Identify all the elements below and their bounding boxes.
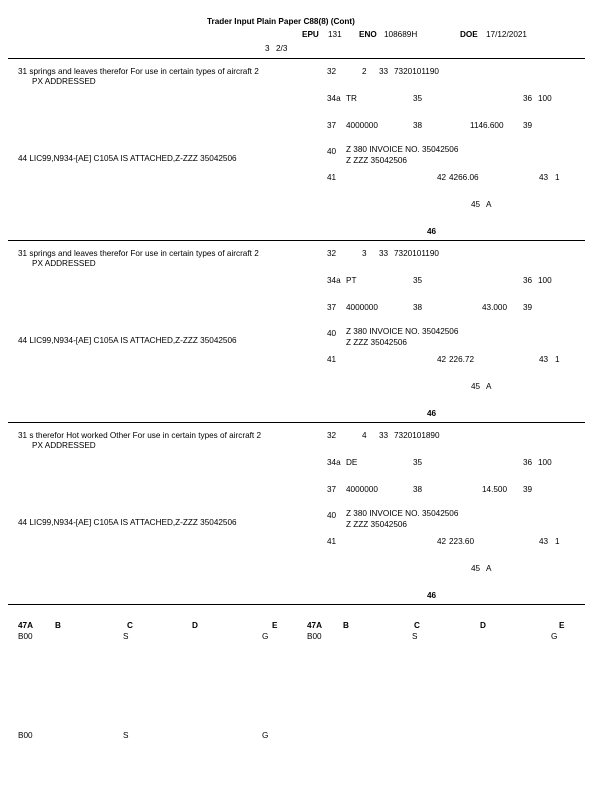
box35-label: 35 <box>413 94 423 103</box>
box41-label: 41 <box>327 355 337 364</box>
net-mass: 14.500 <box>482 485 508 494</box>
box42-label: 42 <box>437 355 447 364</box>
item-number: 2 <box>362 67 367 76</box>
origin-country: TR <box>346 94 357 103</box>
box31-description: 31 s therefor Hot worked Other For use in certain types of aircraft 2 <box>18 431 262 440</box>
previous-document: Z 380 INVOICE NO. 35042506 <box>346 327 459 336</box>
divider <box>8 58 585 59</box>
tax-type: B00 <box>18 731 33 740</box>
box47-header-a: 47A <box>18 621 34 630</box>
box32-label: 32 <box>327 431 337 440</box>
box31-description: 31 springs and leaves therefor For use in certain types of aircraft 2 <box>18 67 259 76</box>
doe-label: DOE <box>460 30 478 39</box>
item-number: 4 <box>362 431 367 440</box>
box43-value: 1 <box>555 537 560 546</box>
divider <box>8 604 585 605</box>
box32-label: 32 <box>327 67 337 76</box>
box35-label: 35 <box>413 458 423 467</box>
box43-value: 1 <box>555 173 560 182</box>
box46-label: 46 <box>427 409 437 418</box>
item-number: 3 <box>362 249 367 258</box>
box37-label: 37 <box>327 485 337 494</box>
cpc-value: 4000000 <box>346 121 378 130</box>
cpc-value: 4000000 <box>346 485 378 494</box>
eno-label: ENO <box>359 30 377 39</box>
box47-header-e: E <box>272 621 278 630</box>
tax-code: S <box>123 632 129 641</box>
net-mass: 1146.600 <box>470 121 504 130</box>
box36-label: 36 <box>523 276 533 285</box>
box43-label: 43 <box>539 355 549 364</box>
box31-description: 31 springs and leaves therefor For use in certain types of aircraft 2 <box>18 249 259 258</box>
box31-marks: PX ADDRESSED <box>32 441 96 450</box>
cpc-value: 4000000 <box>346 303 378 312</box>
method-of-payment: G <box>262 632 269 641</box>
tax-type: B00 <box>307 632 322 641</box>
box33-label: 33 <box>379 67 389 76</box>
box33-label: 33 <box>379 431 389 440</box>
box39-label: 39 <box>523 485 533 494</box>
box46-label: 46 <box>427 591 437 600</box>
box41-label: 41 <box>327 537 337 546</box>
item-price: 223.60 <box>449 537 475 546</box>
box32-label: 32 <box>327 249 337 258</box>
box40-label: 40 <box>327 511 337 520</box>
box37-label: 37 <box>327 303 337 312</box>
box47-header-c: C <box>414 621 420 630</box>
box35-label: 35 <box>413 276 423 285</box>
commodity-code: 7320101190 <box>394 67 439 76</box>
box40-label: 40 <box>327 147 337 156</box>
box40-label: 40 <box>327 329 337 338</box>
doe-value: 17/12/2021 <box>486 30 527 39</box>
box43-value: 1 <box>555 355 560 364</box>
box33-label: 33 <box>379 249 389 258</box>
box45-value: A <box>486 200 492 209</box>
box47-header-d: D <box>480 621 486 630</box>
tax-code: S <box>123 731 129 740</box>
divider <box>8 240 585 241</box>
box36-label: 36 <box>523 458 533 467</box>
item-price: 4266.06 <box>449 173 479 182</box>
epu-label: EPU <box>302 30 319 39</box>
box43-label: 43 <box>539 537 549 546</box>
origin-country: PT <box>346 276 357 285</box>
box43-label: 43 <box>539 173 549 182</box>
box44-additional-info: 44 LIC99,N934-[AE] C105A IS ATTACHED,Z-ZZZ 35042506 <box>18 336 237 345</box>
previous-document-2: Z ZZZ 35042506 <box>346 520 407 529</box>
previous-document-2: Z ZZZ 35042506 <box>346 156 407 165</box>
box36-label: 36 <box>523 94 533 103</box>
box45-value: A <box>486 564 492 573</box>
box36-value: 100 <box>538 276 552 285</box>
box31-marks: PX ADDRESSED <box>32 259 96 268</box>
previous-document: Z 380 INVOICE NO. 35042506 <box>346 509 459 518</box>
box39-label: 39 <box>523 121 533 130</box>
epu-value: 131 <box>328 30 342 39</box>
box34a-label: 34a <box>327 458 341 467</box>
box42-label: 42 <box>437 537 447 546</box>
tax-type: B00 <box>18 632 33 641</box>
box47-header-a: 47A <box>307 621 323 630</box>
page-number: 3 <box>265 44 270 53</box>
previous-document: Z 380 INVOICE NO. 35042506 <box>346 145 459 154</box>
box36-value: 100 <box>538 458 552 467</box>
page-of: 2/3 <box>276 44 288 53</box>
form-title: Trader Input Plain Paper C88(8) (Cont) <box>207 17 355 26</box>
box47-header-d: D <box>192 621 198 630</box>
item-price: 226.72 <box>449 355 475 364</box>
divider <box>8 422 585 423</box>
method-of-payment: G <box>262 731 269 740</box>
previous-document-2: Z ZZZ 35042506 <box>346 338 407 347</box>
box45-label: 45 <box>471 200 481 209</box>
box38-label: 38 <box>413 485 423 494</box>
box42-label: 42 <box>437 173 447 182</box>
box45-label: 45 <box>471 564 481 573</box>
tax-code: S <box>412 632 418 641</box>
box34a-label: 34a <box>327 94 341 103</box>
commodity-code: 7320101190 <box>394 249 439 258</box>
box37-label: 37 <box>327 121 337 130</box>
box47-header-e: E <box>559 621 565 630</box>
box44-additional-info: 44 LIC99,N934-[AE] C105A IS ATTACHED,Z-ZZZ 35042506 <box>18 518 237 527</box>
box45-value: A <box>486 382 492 391</box>
box47-header-b: B <box>343 621 349 630</box>
box31-marks: PX ADDRESSED <box>32 77 96 86</box>
box46-label: 46 <box>427 227 437 236</box>
eno-value: 108689H <box>384 30 418 39</box>
box34a-label: 34a <box>327 276 341 285</box>
origin-country: DE <box>346 458 358 467</box>
method-of-payment: G <box>551 632 558 641</box>
net-mass: 43.000 <box>482 303 508 312</box>
box39-label: 39 <box>523 303 533 312</box>
box38-label: 38 <box>413 121 423 130</box>
box41-label: 41 <box>327 173 337 182</box>
commodity-code: 7320101890 <box>394 431 440 440</box>
box36-value: 100 <box>538 94 552 103</box>
box44-additional-info: 44 LIC99,N934-[AE] C105A IS ATTACHED,Z-ZZZ 35042506 <box>18 154 237 163</box>
box47-header-c: C <box>127 621 133 630</box>
box47-header-b: B <box>55 621 61 630</box>
box38-label: 38 <box>413 303 423 312</box>
box45-label: 45 <box>471 382 481 391</box>
